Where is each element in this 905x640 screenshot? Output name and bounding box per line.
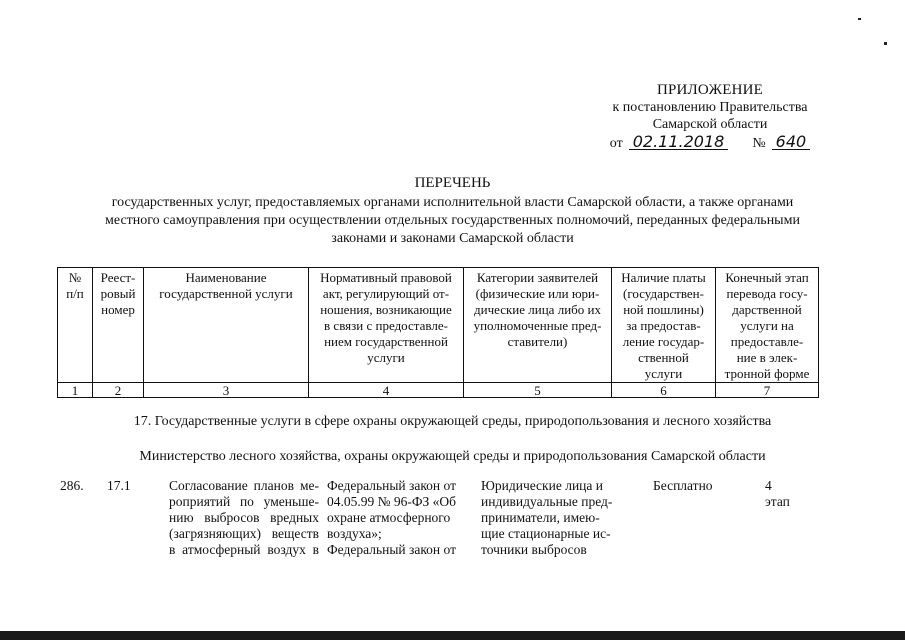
scan-bottom-edge [0, 631, 905, 640]
column-number: 4 [309, 383, 464, 398]
scan-speck [884, 42, 887, 45]
ministry-heading: Министерство лесного хозяйства, охраны окружающей среды и природопользования Самарской области [139, 449, 766, 464]
appendix-line-1: к постановлению Правительства [612, 100, 808, 115]
header-col-registry: Реест- ровый номер [93, 268, 144, 383]
header-col-legal-act: Нормативный правовой акт, регулирующий от- ношения, возникающие в связи с предоставле- нием государственной услуги [309, 268, 464, 383]
appendix-date-line [560, 134, 860, 152]
section-heading: 17. Государственные услуги в сфере охраны окружающей среды, природопользования и лесного хозяйства [133, 414, 772, 429]
list-title-block [40, 174, 865, 248]
date-value: 02.11.2018 [629, 134, 729, 150]
column-number-row [58, 383, 819, 398]
list-title: ПЕРЕЧЕНЬ [414, 175, 491, 191]
row-number: 286. [60, 478, 84, 493]
services-table-header [57, 267, 819, 398]
appendix-block [560, 82, 860, 152]
scan-speck [858, 18, 861, 20]
appendix-line-2: Самарской области [652, 117, 768, 132]
list-subtitle-line-1: государственных услуг, предоставляемых органами исполнительной власти Самарской области, а также органами [111, 195, 794, 210]
header-col-final-stage: Конечный этап перевода госу- дарственной услуги на предоставле- ние в элек- тронной форме [716, 268, 819, 383]
appendix-heading: ПРИЛОЖЕНИЕ [656, 82, 764, 98]
header-row [58, 268, 819, 383]
row-service-name: Согласование планов ме- роприятий по уменьше- нию выбросов вредных (загрязняющих) веществ в атмосферный воздух в [169, 478, 319, 557]
row-registry-number: 17.1 [107, 478, 131, 493]
list-subtitle-line-3: законами и законами Самарской области [331, 231, 574, 246]
column-number: 3 [144, 383, 309, 398]
number-value: 640 [772, 134, 811, 150]
column-number: 1 [58, 383, 93, 398]
header-col-applicants: Категории заявителей (физические или юри- дические лица либо их уполномоченные пред- ставители) [464, 268, 612, 383]
date-prefix: от [609, 136, 623, 151]
header-col-number: № п/п [58, 268, 93, 383]
row-applicants: Юридические лица и индивидуальные пред- приниматели, имею- щие стационарные ис- точники выбросов [481, 478, 613, 557]
column-number: 5 [464, 383, 612, 398]
row-fee: Бесплатно [653, 478, 713, 493]
header-col-fee: Наличие платы (государствен- ной пошлины) за предостав- ление государ- ственной услуги [612, 268, 716, 383]
header-col-service-name: Наименование государственной услуги [144, 268, 309, 383]
row-legal-act: Федеральный закон от 04.05.99 № 96-ФЗ «Об охране атмосферного воздуха»; Федеральный закон от [327, 478, 457, 557]
list-subtitle-line-2: местного самоуправления при осуществлении отдельных государственных полномочий, переданных федеральными [105, 213, 800, 228]
number-prefix: № [752, 136, 766, 151]
column-number: 6 [612, 383, 716, 398]
column-number: 7 [716, 383, 819, 398]
column-number: 2 [93, 383, 144, 398]
row-final-stage: 4 этап [765, 478, 790, 509]
